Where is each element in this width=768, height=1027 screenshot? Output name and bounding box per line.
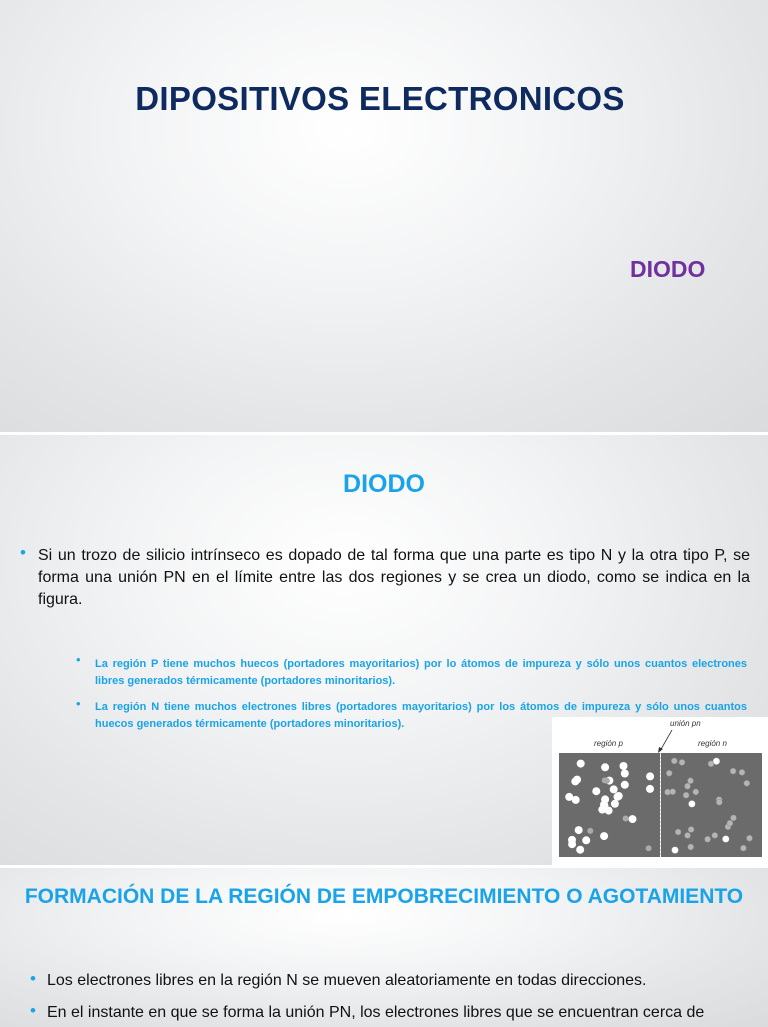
bullet-icon: • (76, 696, 81, 711)
hole-dot (621, 770, 629, 778)
electron-dot (675, 829, 681, 835)
electron-dot (688, 844, 694, 850)
hole-dot (601, 795, 609, 803)
electron-dot (688, 827, 694, 833)
bullet-icon: • (30, 1001, 36, 1020)
sub-bullet-p-region: La región P tiene muchos huecos (portadores mayoritarios) por lo átomos de impureza y sólo unos cuantos electrones libres generados térmicamente (portadores minoritarios). (95, 658, 747, 687)
p-region-label: región p (594, 739, 623, 748)
hole-dot (577, 760, 585, 768)
slide-diodo-title: DIODO (343, 470, 425, 498)
hole-dot (646, 785, 654, 793)
hole-dot (600, 832, 608, 840)
hole-dot (620, 762, 628, 770)
electron-dot (666, 770, 672, 776)
electron-dot (705, 836, 711, 842)
electron-dot (727, 820, 733, 826)
slide-title (0, 0, 768, 432)
electron-dot (730, 768, 736, 774)
formacion-bullet-2: En el instante en que se forma la unión PN, los electrones libres que se encuentran cerca de (47, 1004, 705, 1021)
impurity-atom (604, 778, 610, 784)
electron-dot (731, 815, 737, 821)
hole-dot (576, 846, 584, 854)
n-region-label: región n (698, 739, 727, 748)
minority-hole-dot (688, 800, 695, 807)
hole-dot (615, 792, 623, 800)
electron-dot (739, 769, 745, 775)
junction-label: unión pn (670, 719, 701, 728)
bullet-main-text: Si un trozo de silicio intrínseco es dopado de tal forma que una parte es tipo N y la otra tipo P, se forma una unión PN en el límite entre las dos regiones y se crea un diodo, como se indica en la figura. (38, 547, 750, 608)
pn-junction-diagram (552, 717, 768, 865)
hole-dot (575, 826, 583, 834)
presentation-title: DIPOSITIVOS ELECTRONICOS (135, 80, 625, 117)
hole-dot (592, 787, 600, 795)
minority-hole-dot (722, 836, 729, 843)
hole-dot (601, 763, 609, 771)
electron-dot (712, 832, 718, 838)
slide-formacion-title: FORMACIÓN DE LA REGIÓN DE EMPOBRECIMIENTO O AGOTAMIENTO (24, 885, 744, 908)
electron-dot (744, 780, 750, 786)
hole-dot (621, 781, 629, 789)
hole-dot (629, 815, 637, 823)
hole-dot (646, 772, 654, 780)
hole-dot (565, 793, 573, 801)
electron-dot (693, 789, 699, 795)
impurity-atom (587, 828, 593, 834)
formacion-bullet-1: Los electrones libres en la región N se mueven aleatoriamente en todas direcciones. (47, 972, 647, 989)
bullet-icon: • (20, 543, 26, 562)
electron-dot (679, 759, 685, 765)
hole-dot (611, 800, 619, 808)
hole-dot (568, 840, 576, 848)
impurity-atom (646, 845, 652, 851)
electron-dot (747, 835, 753, 841)
electron-dot (683, 792, 689, 798)
bullet-icon: • (76, 652, 81, 667)
hole-dot (610, 785, 618, 793)
electron-dot (708, 761, 714, 767)
hole-dot (573, 776, 581, 784)
bullet-icon: • (30, 969, 36, 988)
electron-dot (685, 783, 691, 789)
electron-dot (740, 845, 746, 851)
pn-junction-figure (552, 717, 768, 865)
impurity-atom (623, 816, 629, 822)
hole-dot (582, 836, 590, 844)
electron-dot (688, 778, 694, 784)
n-region-block (661, 753, 762, 857)
electron-dot (716, 799, 722, 805)
electron-dot (671, 758, 677, 764)
presentation-subtitle: DIODO (630, 256, 706, 282)
electron-dot (670, 789, 676, 795)
electron-dot (685, 832, 691, 838)
minority-hole-dot (672, 847, 679, 854)
sub-bullet-n-region: La región N tiene muchos electrones libres (portadores mayoritarios) por los átomos de impureza y sólo unos cuantos huecos generados térmicamente (portadores minoritarios). (95, 701, 747, 730)
